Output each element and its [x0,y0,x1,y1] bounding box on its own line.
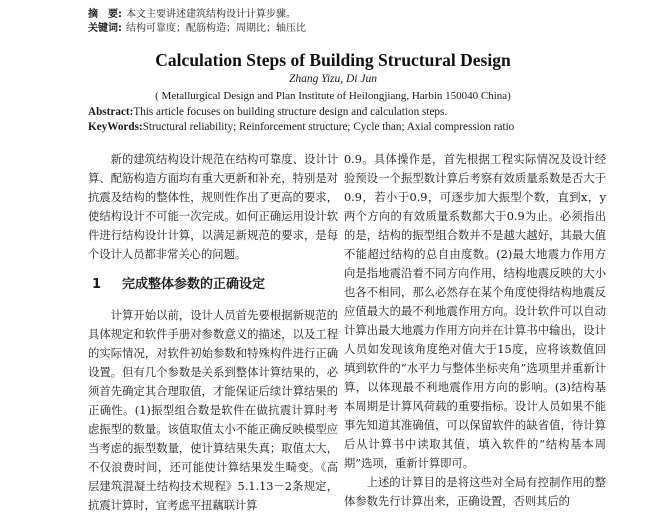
intro-paragraph: 新的建筑结构设计规范在结构可靠度、设计计算、配筋构造方面均有重大更新和补充，特别是对抗震及结构的整体性，规则性作出了更高的要求，使结构设计不可能一次完成。如何正确运用设计软件进行结构设计计算，以满足新规范的要求，是每个设计人员都非常关心的问题。 [88,153,338,261]
english-keywords [88,121,514,133]
chinese-abstract [88,9,296,21]
chinese-keywords-label: 关键词: [88,23,122,34]
left-column [88,150,338,515]
english-keywords-label: KeyWords: [88,121,143,133]
chinese-abstract-label: 摘 要: [88,9,122,20]
english-authors: Zhang Yizu, Di Jun [289,73,377,85]
chinese-abstract-text: 本文主要讲述建筑结构设计计算步骤。 [126,9,296,20]
english-title: Calculation Steps of Building Structural Design [155,50,511,70]
section-number: 1 [92,277,102,292]
english-affiliation: ( Metallurgical Design and Plan Institute of Heilongjiang, Harbin 150040 China) [155,90,511,102]
english-abstract-label: Abstract: [88,106,134,118]
chinese-keywords [88,23,306,35]
english-keywords-text: Structural reliability; Reinforcement structure; Cycle than; Axial compression ratio [142,121,515,133]
final-paragraph: 上述的计算目的是将这些对全局有控制作用的整体参数先行计算出来，正确设置，否则其后的 [344,476,606,508]
chinese-keywords-text: 结构可靠度；配筋构造；周期比；轴压比 [126,23,306,34]
section-heading [88,276,338,294]
english-abstract [88,106,447,118]
right-column [344,150,606,511]
section-title: 完成整体参数的正确设定 [122,277,266,292]
english-abstract-text: This article focuses on building structure design and calculation steps. [133,106,448,118]
section-body-paragraph: 计算开始以前，设计人员首先要根据新规范的具体规定和软件手册对参数意义的描述，以及工程的实际情况，对软件初始参数和特殊构件进行正确设置。但有几个参数是关系到整体计算结果的，必须首先确定其合理取值，才能保证后续计算结果的正确性。(1)振型组合数是软件在做抗震计算时考虑振型的数量。该值取值太小不能正确反映模型应当考虑的振型数量，使计算结果失真；取值太大，不仅浪费时间，还可能使计算结果发生畸变。《高层建筑混凝土结构技术规程》5.1.13－2条规定，抗震计算时，宜考虑平扭藕联计算 [88,309,338,512]
continued-paragraph: 0.9。具体操作是，首先根据工程实际情况及设计经验预设一个振型数计算后考察有效质量系数是否大于0.9，若小于0.9，可逐步加大振型个数，直到x，y两个方向的有效质量系数都大于0.9为止。必须指出的是，结构的振型组合数并不是越大越好，其最大值不能超过结构的总自由度数。(2)最大地震力作用方向是指地震沿着不同方向作用，结构地震反映的大小也各不相同，那么必然存在某个角度使得结构地震反应值最大的最不利地震作用方向。设计软件可以自动计算出最大地震力作用方向并在计算书中输出，设计人员如发现该角度绝对值大于15度，应将该数值回填到软件的“水平力与整体坐标夹角”选项里并重新计算，以体现最不利地震作用方向的影响。(3)结构基本周期是计算风荷载的重要指标。设计人员如果不能事先知道其准确值，可以保留软件的缺省值，待计算后从计算书中读取其值，填入软件的“结构基本周期”选项，重新计算即可。 [344,153,606,470]
